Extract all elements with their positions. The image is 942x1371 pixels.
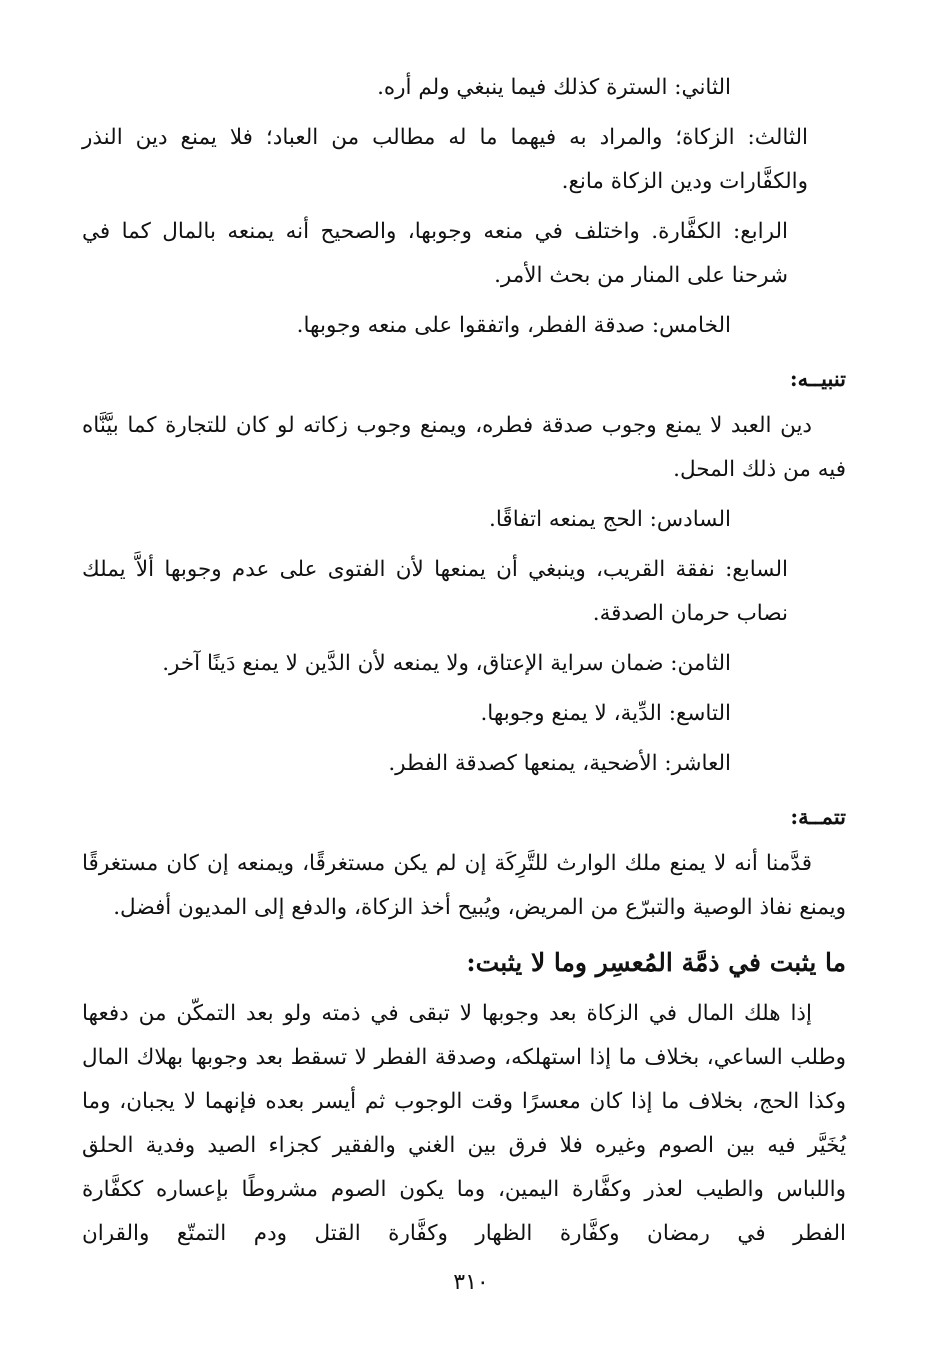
item-text: نفقة القريب، وينبغي أن يمنعها لأن الفتوى على عدم وجوبها ألاَّ يملك نصاب حرمان الصدقة. — [82, 557, 788, 626]
paragraph-second — [82, 66, 846, 110]
item-label: الثاني: — [674, 75, 731, 100]
page-number: ٣١٠ — [453, 1270, 489, 1295]
item-label: الرابع: — [732, 219, 788, 244]
tanbih-heading: تنبيــه: — [789, 366, 846, 391]
item-text: ضمان سراية الإعتاق، ولا يمنعه لأن الدَّين لا يمنع دَينًا آخر. — [162, 651, 671, 676]
item-label: الثالث: — [747, 125, 808, 150]
item-label: الخامس: — [651, 313, 731, 338]
tatimma-text: قدَّمنا أنه لا يمنع ملك الوارث للتَّرِكَة إن لم يكن مستغرقًا، ويمنعه إن كان مستغرقًا ويمنع نفاذ الوصية والتبرّع من المريض، ويُبيح أخذ الزكاة، والدفع إلى المديون أفضل. — [82, 851, 846, 920]
item-sixth — [82, 498, 846, 542]
paragraph-fifth — [82, 304, 846, 348]
item-label: التاسع: — [668, 701, 731, 726]
paragraph-fourth — [82, 210, 846, 298]
item-text: الزكاة؛ والمراد به فيهما ما له مطالب من العباد؛ فلا يمنع دين النذر والكفَّارات ودين الزكاة مانع. — [82, 125, 808, 194]
item-tenth — [82, 742, 846, 786]
item-text: الدِّية، لا يمنع وجوبها. — [480, 701, 669, 726]
item-text: الكفَّارة. واختلف في منعه وجوبها، والصحيح أنه يمنعه بالمال كما في شرحنا على المنار من بحث الأمر. — [82, 219, 788, 288]
document-page — [82, 66, 846, 1256]
section-title: ما يثبت في ذمَّة المُعسِر وما لا يثبت: — [466, 948, 846, 977]
tatimma-heading: تتمــة: — [790, 804, 846, 829]
paragraph-third — [82, 116, 846, 204]
item-text: الأضحية، يمنعها كصدقة الفطر. — [388, 751, 665, 776]
item-ninth — [82, 692, 846, 736]
item-label: العاشر: — [664, 751, 731, 776]
item-text: السترة كذلك فيما ينبغي ولم أره. — [377, 75, 675, 100]
item-text: صدقة الفطر، واتفقوا على منعه وجوبها. — [296, 313, 652, 338]
item-label: السادس: — [649, 507, 731, 532]
item-label: الثامن: — [670, 651, 731, 676]
item-seventh — [82, 548, 846, 636]
tanbih-text: دين العبد لا يمنع وجوب صدقة فطره، ويمنع وجوب زكاته لو كان للتجارة كما بيَّنَّاه فيه من ذلك المحل. — [82, 413, 846, 482]
item-eighth — [82, 642, 846, 686]
item-text: الحج يمنعه اتفاقًا. — [489, 507, 650, 532]
section-text: إذا هلك المال في الزكاة بعد وجوبها لا تبقى في ذمته ولو بعد التمكّن من دفعها وطلب الساعي، بخلاف ما إذا استهلكه، وصدقة الفطر لا تسقط بعد وجوبها بهلاك المال وكذا الحج، بخلاف ما إذا كان معسرًا وقت الوجوب ثم أيسر بعده فإنهما لا يجبان، وما يُخَيَّر فيه بين الصوم وغيره فلا فرق بين الغني والفقير كجزاء الصيد وفدية الحلق واللباس والطيب لعذر وكفَّارة اليمين، وما يكون الصوم مشروطًا بإعساره ككفَّارة الفطر في رمضان وكفَّارة الظهار وكفَّارة القتل ودم التمتّع والقران — [82, 1001, 846, 1246]
item-label: السابع: — [725, 557, 788, 582]
